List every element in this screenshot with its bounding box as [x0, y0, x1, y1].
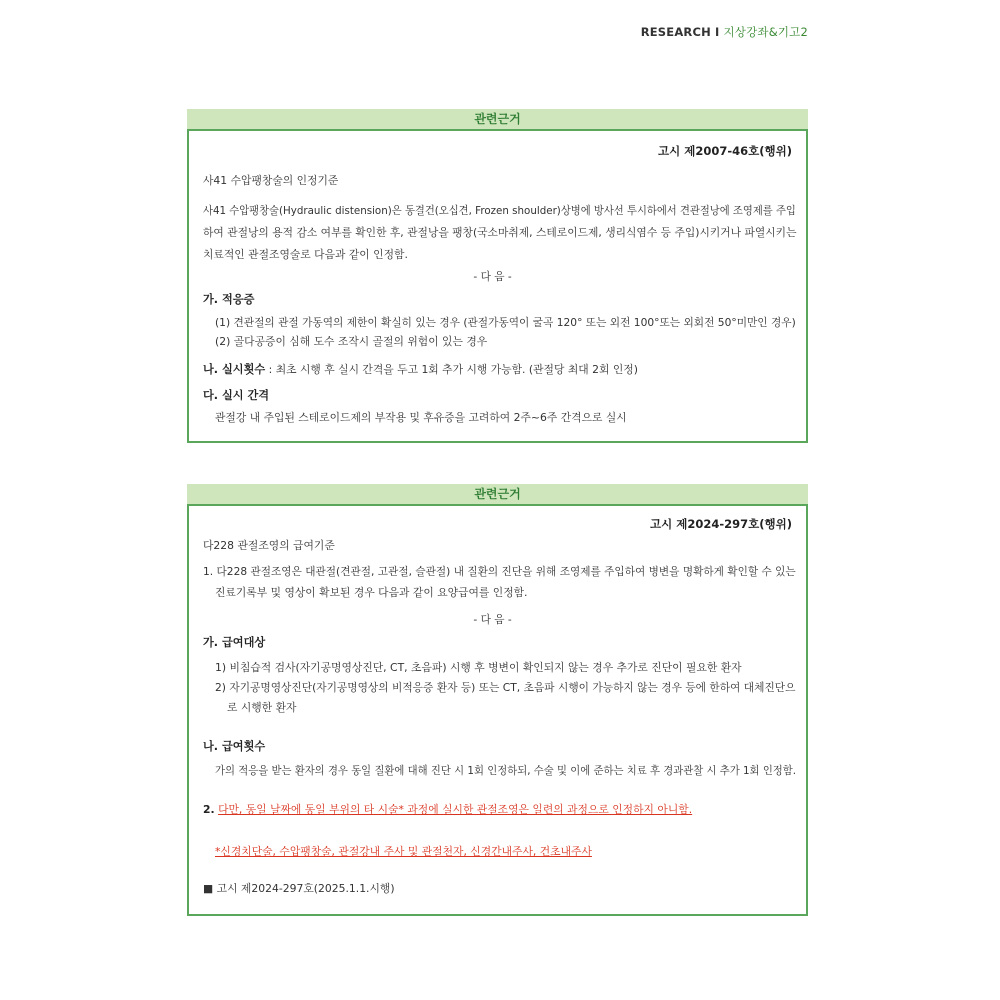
- box-2-item-2-text: 다만, 동일 날짜에 동일 부위의 타 시술* 과정에 실시한 관절조영은 일련의 과정으로 인정하지 아니함.: [218, 803, 693, 816]
- box-1-section-a-title: 가. 적응증: [203, 293, 255, 306]
- box-1-section-b-title: 나. 실시횟수: [203, 363, 266, 376]
- box-2-item-1-line: 진료기록부 및 영상이 확보된 경우 다음과 같이 요양급여를 인정함.: [215, 586, 528, 599]
- reference-box-1: [187, 109, 808, 443]
- box-2-section-b-title: 나. 급여횟수: [203, 740, 266, 753]
- box-1-section-c-title: 다. 실시 간격: [203, 389, 270, 402]
- box-1-section-a-item: (2) 골다공증이 심해 도수 조작시 골절의 위험이 있는 경우: [215, 335, 488, 348]
- box-1-intro-line: 사41 수압팽창술(Hydraulic distension)은 동결건(오십견, Frozen shoulder)상병에 방사선 투시하에서 견관절낭에 조영제를 주입: [203, 204, 796, 217]
- box-2-footnote: *신경치단술, 수압팽창술, 관절강내 주사 및 관절천자, 신경간내주사, 건초내주사: [215, 845, 592, 858]
- reference-box-2: [187, 484, 808, 916]
- box-2-divider: - 다 음 -: [473, 613, 512, 626]
- box-2-section-a-item-continued: 로 시행한 환자: [227, 701, 297, 714]
- box-2-item-2: [203, 804, 692, 817]
- box-2-code-title: 다228 관절조영의 급여기준: [203, 539, 335, 552]
- box-1-section-c-text: 관절강 내 주입된 스테로이드제의 부작용 및 후유증을 고려하여 2주~6주 간격으로 실시: [215, 411, 627, 424]
- box-1-body: [187, 131, 808, 443]
- running-head-topic: 지상강좌&기고2: [723, 25, 808, 39]
- box-1-section-a-item: (1) 견관절의 관절 가동역의 제한이 확실히 있는 경우 (관절가동역이 굴곡 120° 또는 외전 100°또는 외회전 50°미만인 경우): [215, 316, 796, 329]
- running-head: [641, 24, 808, 40]
- box-1-code-title: 사41 수압팽창술의 인정기준: [203, 174, 339, 187]
- box-2-body: [187, 506, 808, 916]
- box-2-header: 관련근거: [187, 484, 808, 506]
- box-1-reference: 고시 제2007-46호(행위): [658, 144, 792, 158]
- box-2-section-b-text: 가의 적응을 받는 환자의 경우 동일 질환에 대해 진단 시 1회 인정하되, 수술 및 이에 준하는 치료 후 경과관찰 시 추가 1회 인정함.: [215, 764, 797, 777]
- running-head-section: RESEARCH: [640, 25, 711, 39]
- box-1-section-b: [203, 363, 638, 377]
- box-2-item-1-line: 1. 다228 관절조영은 대관절(견관절, 고관절, 슬관절) 내 질환의 진단을 위해 조영제를 주입하여 병변을 명확하게 확인할 수 있는: [203, 565, 796, 578]
- box-1-header: 관련근거: [187, 109, 808, 131]
- running-head-separator: I: [714, 25, 720, 39]
- box-2-section-a-item: 2) 자기공명영상진단(자기공명영상의 비적응증 환자 등) 또는 CT, 초음파 시행이 가능하지 않는 경우 등에 한하여 대체진단으: [215, 681, 796, 694]
- box-1-intro-line: 치료적인 관절조영술로 다음과 같이 인정함.: [203, 248, 408, 261]
- box-1-section-b-text: : 최초 시행 후 실시 간격을 두고 1회 추가 시행 가능함. (관절당 최대 2회 인정): [265, 363, 638, 376]
- box-2-section-a-item: 1) 비침습적 검사(자기공명영상진단, CT, 초음파) 시행 후 병변이 확인되지 않는 경우 추가로 진단이 필요한 환자: [215, 661, 742, 674]
- box-2-item-2-number: 2.: [203, 803, 215, 816]
- box-2-section-a-title: 가. 급여대상: [203, 636, 266, 649]
- box-2-reference: 고시 제2024-297호(행위): [650, 517, 792, 531]
- box-1-divider: - 다 음 -: [473, 270, 512, 283]
- box-2-note: ■ 고시 제2024-297호(2025.1.1.시행): [203, 882, 395, 895]
- box-1-intro-line: 하여 관절낭의 용적 감소 여부를 확인한 후, 관절낭을 팽창(국소마취제, 스테로이드제, 생리식염수 등 주입)시키거나 파열시키는: [203, 226, 797, 239]
